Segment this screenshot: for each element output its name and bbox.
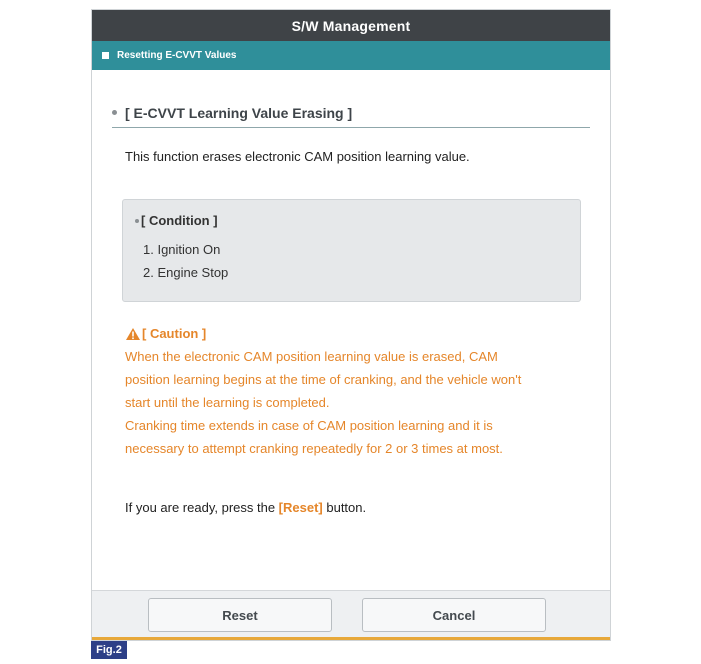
caution-line: necessary to attempt cranking repeatedly for 2 or 3 times at most. <box>125 441 503 456</box>
ready-suffix: button. <box>322 500 367 515</box>
condition-item: 2. Engine Stop <box>143 265 229 280</box>
warning-triangle-icon <box>125 327 141 341</box>
sw-management-dialog <box>91 9 611 641</box>
section-heading-text: [ E-CVVT Learning Value Erasing ] <box>125 104 353 121</box>
reset-button[interactable]: Reset <box>148 598 332 632</box>
caution-line: start until the learning is completed. <box>125 395 330 410</box>
ready-prefix: If you are ready, press the <box>125 500 279 515</box>
caution-line: Cranking time extends in case of CAM position learning and it is <box>125 418 493 433</box>
caution-line: When the electronic CAM position learning value is erased, CAM <box>125 349 498 364</box>
condition-list <box>135 238 580 284</box>
caution-block <box>125 322 595 460</box>
function-description: This function erases electronic CAM position learning value. <box>125 149 470 164</box>
condition-title-text: [ Condition ] <box>141 213 218 228</box>
cancel-button[interactable]: Cancel <box>362 598 546 632</box>
ready-highlight: [Reset] <box>278 500 323 515</box>
figure-label: Fig.2 <box>91 641 127 659</box>
sub-header <box>92 41 610 70</box>
caution-line: position learning begins at the time of cranking, and the vehicle won't <box>125 372 522 387</box>
condition-item: 1. Ignition On <box>143 242 221 257</box>
bullet-dot-icon <box>112 110 117 115</box>
square-bullet-icon <box>102 52 109 59</box>
sub-header-label: Resetting E-CVVT Values <box>117 50 237 61</box>
condition-box <box>122 199 581 302</box>
condition-title <box>135 213 580 228</box>
bullet-dot-icon <box>135 219 139 223</box>
caution-title-text: [ Caution ] <box>142 326 207 341</box>
section-heading <box>112 98 590 128</box>
ready-instruction <box>125 500 366 515</box>
dialog-title: S/W Management <box>92 10 610 41</box>
dialog-footer <box>92 590 610 640</box>
caution-title <box>125 322 595 345</box>
